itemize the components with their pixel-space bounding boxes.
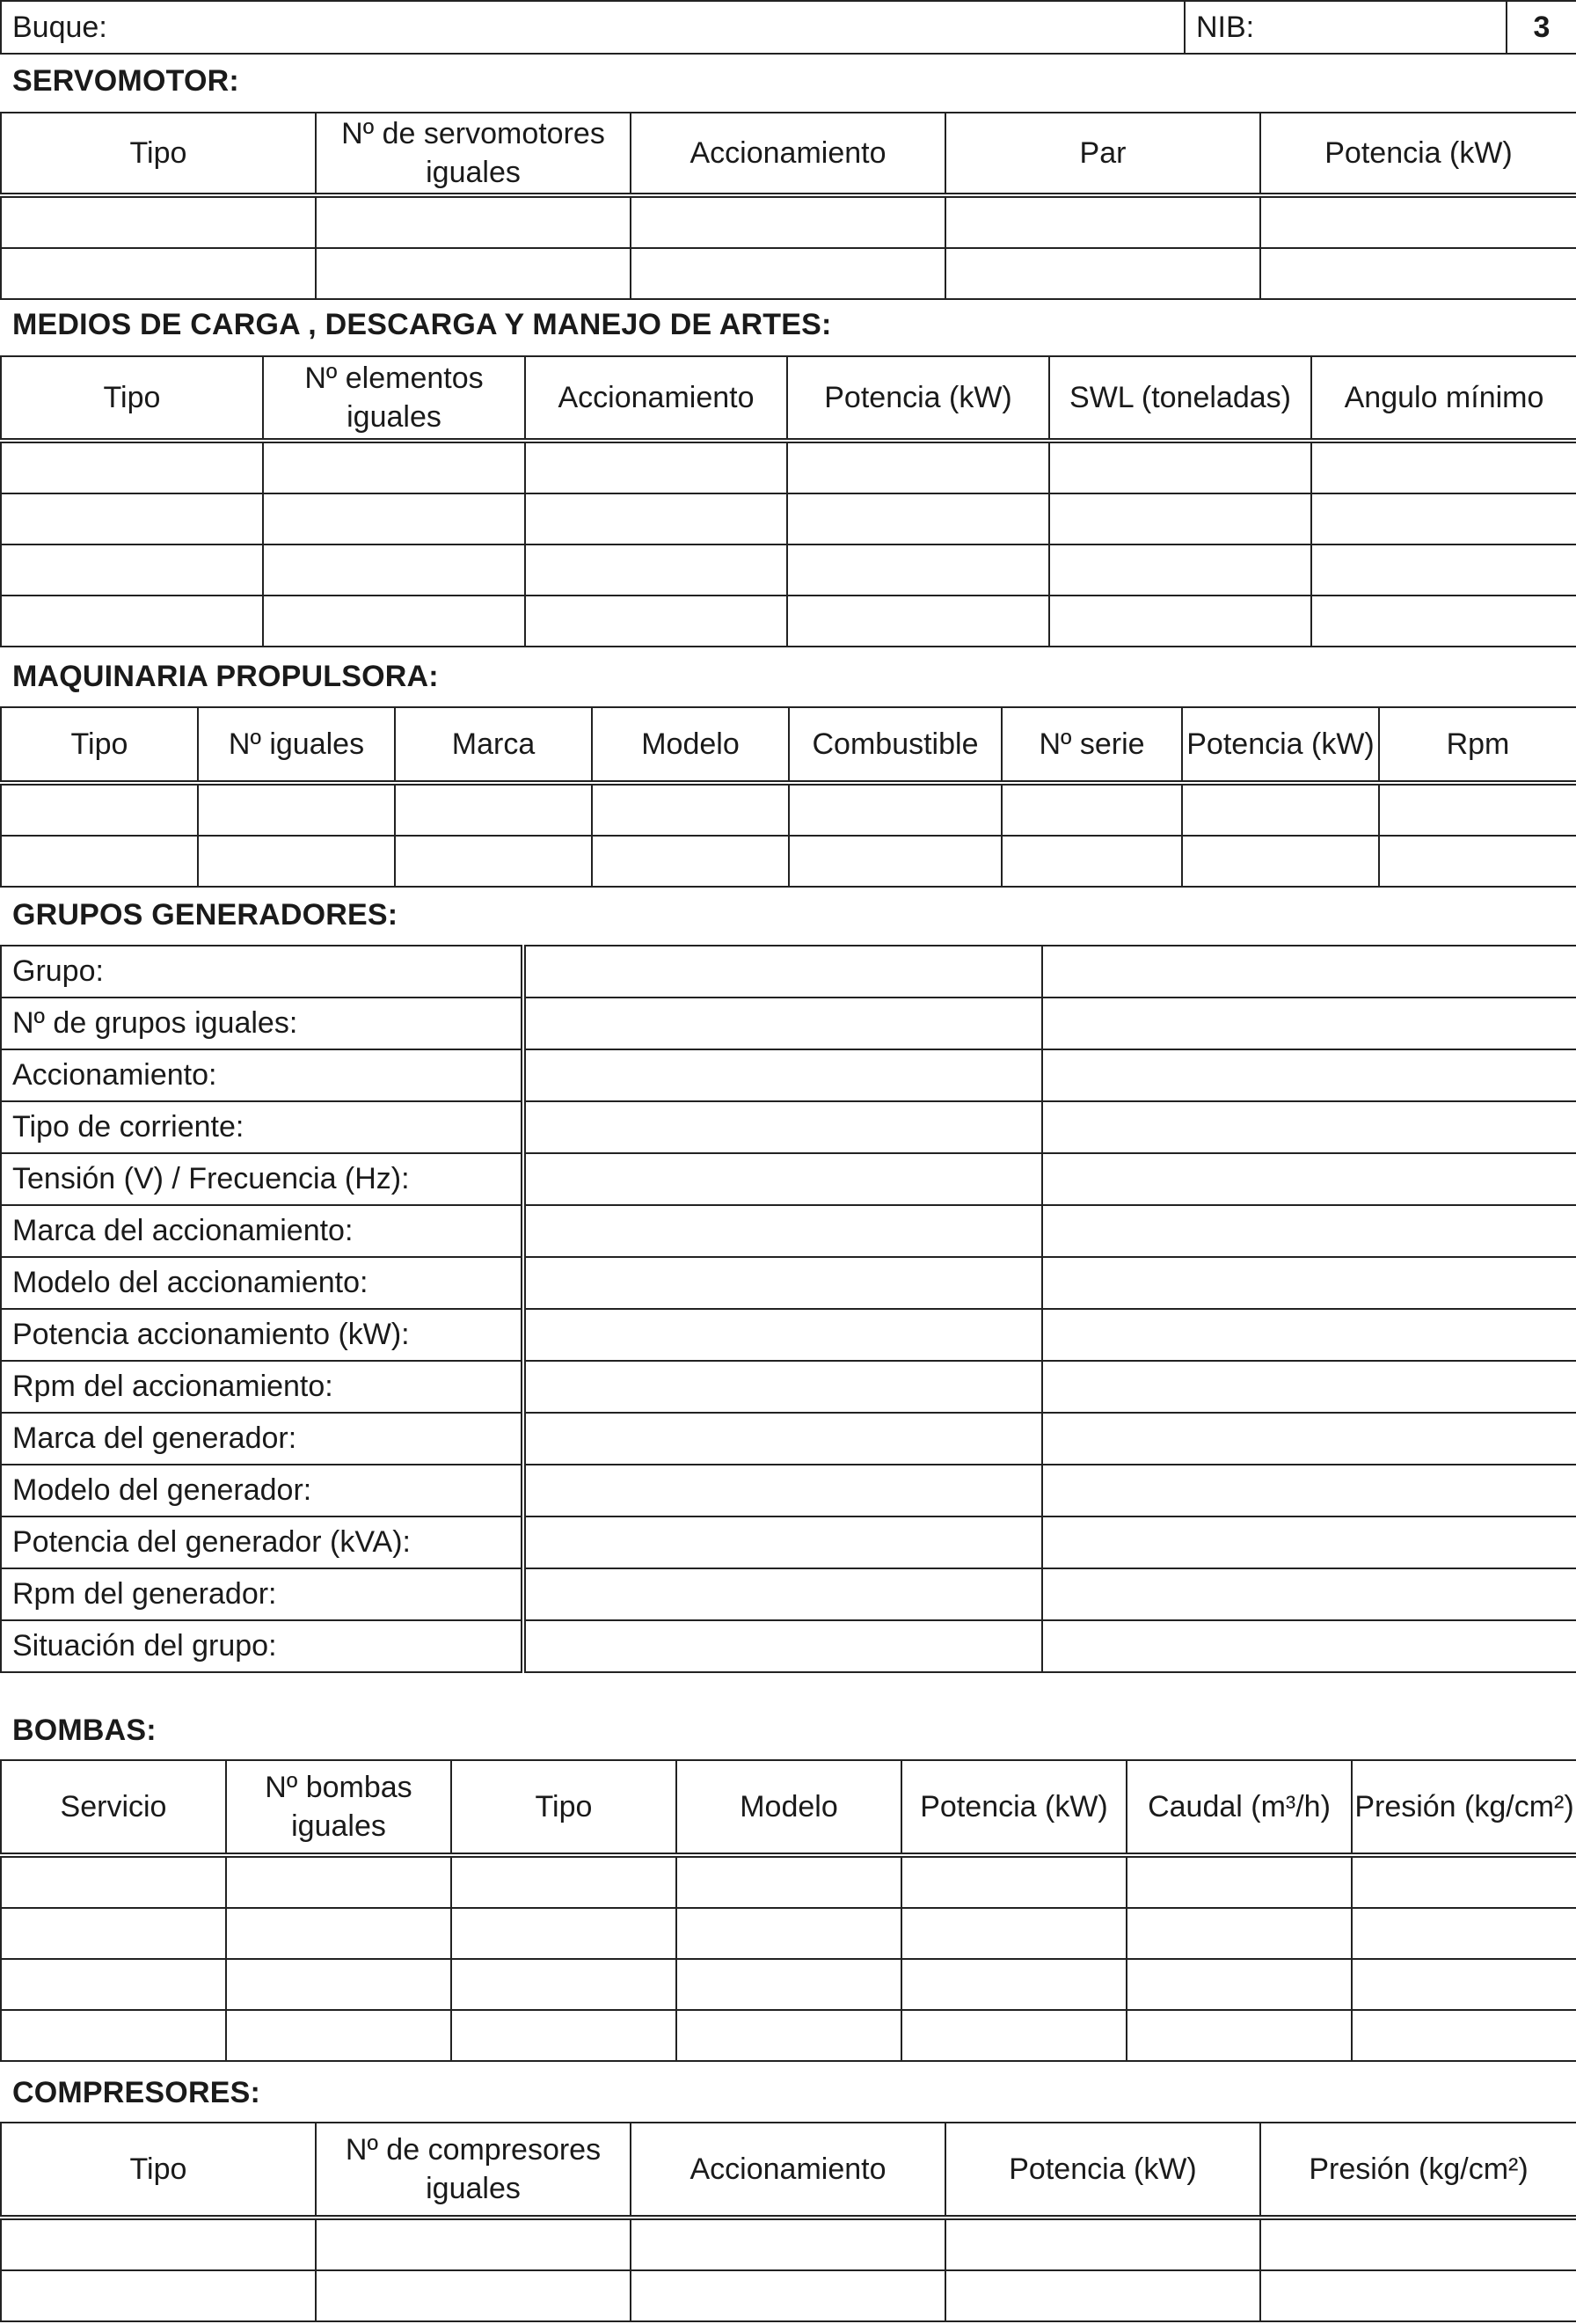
section-title-compresores: COMPRESORES: (12, 2076, 260, 2109)
table-row (1, 836, 1576, 887)
servomotor-table (0, 112, 1576, 300)
table-cell[interactable] (1127, 1959, 1352, 2010)
grupo-value-cell[interactable] (1042, 1153, 1576, 1205)
table-cell[interactable] (1, 1959, 226, 2010)
column-header: Combustible (789, 707, 1002, 783)
grupo-row (1, 1413, 1576, 1465)
section-title-bombas: BOMBAS: (12, 1714, 157, 1747)
table-cell[interactable] (676, 2010, 901, 2061)
column-header: Accionamiento (631, 113, 945, 195)
table-cell[interactable] (316, 248, 631, 299)
table-cell[interactable] (451, 1959, 676, 2010)
table-cell[interactable] (1352, 1855, 1576, 1908)
table-cell[interactable] (263, 596, 525, 647)
column-header: Nº bombas iguales (226, 1760, 451, 1855)
table-row (1, 1959, 1576, 2010)
table-cell[interactable] (1311, 441, 1576, 493)
page-number: 3 (1507, 1, 1576, 54)
grupo-row (1, 1205, 1576, 1257)
table-row (1, 441, 1576, 493)
table-cell[interactable] (1049, 544, 1311, 596)
grupo-value-cell[interactable] (523, 1049, 1042, 1101)
table-cell[interactable] (263, 441, 525, 493)
column-header: Servicio (1, 1760, 226, 1855)
table-cell[interactable] (1260, 2270, 1576, 2321)
table-cell[interactable] (787, 544, 1049, 596)
grupo-value-cell[interactable] (1042, 1568, 1576, 1620)
column-header: Nº serie (1002, 707, 1182, 783)
table-cell[interactable] (787, 493, 1049, 544)
table-cell[interactable] (395, 836, 592, 887)
table-cell[interactable] (1049, 441, 1311, 493)
grupo-row (1, 1153, 1576, 1205)
grupo-row-label: Potencia del generador (kVA): (1, 1516, 523, 1568)
grupo-row (1, 946, 1576, 998)
grupo-row (1, 1101, 1576, 1153)
table-cell[interactable] (198, 836, 395, 887)
maquinaria-table (0, 706, 1576, 888)
grupo-row (1, 1516, 1576, 1568)
grupo-value-cell[interactable] (523, 1568, 1042, 1620)
table-row (1, 1908, 1576, 1959)
table-cell[interactable] (1002, 783, 1182, 836)
table-row (1, 596, 1576, 647)
grupo-row (1, 1361, 1576, 1413)
table-row (1, 195, 1576, 248)
grupo-value-cell[interactable] (1042, 1049, 1576, 1101)
grupo-row-label: Grupo: (1, 946, 523, 998)
table-cell[interactable] (901, 1855, 1127, 1908)
table-cell[interactable] (263, 493, 525, 544)
grupo-value-cell[interactable] (523, 1361, 1042, 1413)
table-cell[interactable] (451, 2010, 676, 2061)
section-title-grupos: GRUPOS GENERADORES: (12, 898, 398, 932)
table-cell[interactable] (1260, 195, 1576, 248)
column-header: Modelo (676, 1760, 901, 1855)
column-header: Potencia (kW) (901, 1760, 1127, 1855)
grupo-value-cell[interactable] (523, 1257, 1042, 1309)
table-cell[interactable] (1049, 493, 1311, 544)
grupo-value-cell[interactable] (1042, 1465, 1576, 1516)
column-header: Potencia (kW) (1182, 707, 1379, 783)
table-cell[interactable] (451, 1908, 676, 1959)
grupo-value-cell[interactable] (1042, 1413, 1576, 1465)
grupo-value-cell[interactable] (523, 998, 1042, 1049)
column-header: Presión (kg/cm²) (1352, 1760, 1576, 1855)
table-cell[interactable] (592, 836, 789, 887)
table-cell[interactable] (316, 195, 631, 248)
table-cell[interactable] (631, 195, 945, 248)
grupo-value-cell[interactable] (523, 1153, 1042, 1205)
table-cell[interactable] (1, 248, 316, 299)
column-header: Tipo (451, 1760, 676, 1855)
table-cell[interactable] (1049, 596, 1311, 647)
grupo-value-cell[interactable] (1042, 1309, 1576, 1361)
table-cell[interactable] (1311, 596, 1576, 647)
table-cell[interactable] (525, 493, 787, 544)
table-cell[interactable] (1352, 2010, 1576, 2061)
column-header: Nº iguales (198, 707, 395, 783)
table-cell[interactable] (1352, 1959, 1576, 2010)
table-cell[interactable] (525, 544, 787, 596)
column-header: Tipo (1, 707, 198, 783)
grupo-value-cell[interactable] (523, 1620, 1042, 1672)
table-cell[interactable] (1, 493, 263, 544)
table-cell[interactable] (787, 441, 1049, 493)
table-cell[interactable] (1, 836, 198, 887)
table-cell[interactable] (226, 1959, 451, 2010)
table-cell[interactable] (1311, 544, 1576, 596)
table-cell[interactable] (676, 1959, 901, 2010)
buque-field[interactable] (1, 1, 1185, 54)
table-cell[interactable] (1, 441, 263, 493)
grupo-row-label: Modelo del accionamiento: (1, 1257, 523, 1309)
column-header: Potencia (kW) (1260, 113, 1576, 195)
grupos-table (0, 945, 1576, 1673)
section-title-servomotor: SERVOMOTOR: (12, 64, 239, 98)
table-cell[interactable] (1127, 1855, 1352, 1908)
table-cell[interactable] (226, 1908, 451, 1959)
table-cell[interactable] (1260, 248, 1576, 299)
column-header: Potencia (kW) (945, 2123, 1260, 2218)
table-cell[interactable] (263, 544, 525, 596)
grupo-value-cell[interactable] (523, 1205, 1042, 1257)
table-cell[interactable] (1002, 836, 1182, 887)
table-cell[interactable] (676, 1855, 901, 1908)
table-cell[interactable] (316, 2270, 631, 2321)
table-cell[interactable] (945, 248, 1260, 299)
grupo-value-cell[interactable] (523, 1309, 1042, 1361)
nib-field[interactable] (1185, 1, 1507, 54)
table-cell[interactable] (1, 783, 198, 836)
column-header: Par (945, 113, 1260, 195)
column-header: Nº elementos iguales (263, 356, 525, 441)
grupo-row (1, 1257, 1576, 1309)
column-header: Modelo (592, 707, 789, 783)
column-header: Accionamiento (525, 356, 787, 441)
section-title-maquinaria: MAQUINARIA PROPULSORA: (12, 660, 439, 693)
grupo-row (1, 1568, 1576, 1620)
grupo-row (1, 998, 1576, 1049)
grupo-value-cell[interactable] (1042, 1101, 1576, 1153)
table-cell[interactable] (1127, 2010, 1352, 2061)
grupo-row-label: Rpm del accionamiento: (1, 1361, 523, 1413)
table-cell[interactable] (1, 1855, 226, 1908)
table-cell[interactable] (901, 2010, 1127, 2061)
table-cell[interactable] (226, 2010, 451, 2061)
grupo-value-cell[interactable] (523, 1516, 1042, 1568)
table-cell[interactable] (787, 596, 1049, 647)
table-cell[interactable] (1, 2010, 226, 2061)
bombas-table (0, 1759, 1576, 2062)
table-row (1, 2218, 1576, 2270)
grupo-row-label: Situación del grupo: (1, 1620, 523, 1672)
table-cell[interactable] (226, 1855, 451, 1908)
column-header: Presión (kg/cm²) (1260, 2123, 1576, 2218)
table-cell[interactable] (1311, 493, 1576, 544)
column-header: Tipo (1, 356, 263, 441)
grupo-value-cell[interactable] (1042, 1620, 1576, 1672)
table-cell[interactable] (631, 2270, 945, 2321)
table-cell[interactable] (525, 596, 787, 647)
grupo-value-cell[interactable] (523, 946, 1042, 998)
grupo-value-cell[interactable] (523, 1413, 1042, 1465)
grupo-row (1, 1620, 1576, 1672)
column-header: Marca (395, 707, 592, 783)
grupo-row-label: Tipo de corriente: (1, 1101, 523, 1153)
column-header: Tipo (1, 113, 316, 195)
grupo-row-label: Marca del generador: (1, 1413, 523, 1465)
table-cell[interactable] (1, 1908, 226, 1959)
grupo-row (1, 1049, 1576, 1101)
column-header: Potencia (kW) (787, 356, 1049, 441)
table-cell[interactable] (1260, 2218, 1576, 2270)
table-row (1, 2270, 1576, 2321)
grupo-value-cell[interactable] (1042, 1361, 1576, 1413)
header-table (0, 0, 1576, 55)
table-cell[interactable] (395, 783, 592, 836)
table-cell[interactable] (1, 2270, 316, 2321)
grupo-row-label: Modelo del generador: (1, 1465, 523, 1516)
grupo-value-cell[interactable] (523, 1465, 1042, 1516)
grupo-value-cell[interactable] (1042, 1205, 1576, 1257)
table-cell[interactable] (945, 195, 1260, 248)
column-header: Angulo mínimo (1311, 356, 1576, 441)
table-cell[interactable] (631, 2218, 945, 2270)
column-header: Rpm (1379, 707, 1576, 783)
grupo-row-label: Nº de grupos iguales: (1, 998, 523, 1049)
buque-label: Buque: (12, 10, 107, 44)
grupo-row-label: Marca del accionamiento: (1, 1205, 523, 1257)
column-header: Caudal (m³/h) (1127, 1760, 1352, 1855)
table-row (1, 248, 1576, 299)
table-row (1, 544, 1576, 596)
grupo-row (1, 1465, 1576, 1516)
table-cell[interactable] (901, 1959, 1127, 2010)
table-cell[interactable] (1, 596, 263, 647)
table-cell[interactable] (1, 2218, 316, 2270)
grupo-value-cell[interactable] (1042, 998, 1576, 1049)
table-cell[interactable] (789, 783, 1002, 836)
grupo-row (1, 1309, 1576, 1361)
table-cell[interactable] (1, 195, 316, 248)
grupo-row-label: Potencia accionamiento (kW): (1, 1309, 523, 1361)
table-cell[interactable] (945, 2270, 1260, 2321)
table-cell[interactable] (1, 544, 263, 596)
grupo-value-cell[interactable] (1042, 1257, 1576, 1309)
table-cell[interactable] (1379, 783, 1576, 836)
table-cell[interactable] (1352, 1908, 1576, 1959)
table-cell[interactable] (676, 1908, 901, 1959)
table-cell[interactable] (316, 2218, 631, 2270)
table-cell[interactable] (631, 248, 945, 299)
table-cell[interactable] (198, 783, 395, 836)
section-title-medios-carga: MEDIOS DE CARGA , DESCARGA Y MANEJO DE ARTES: (12, 308, 832, 341)
grupo-value-cell[interactable] (523, 1101, 1042, 1153)
grupo-row-label: Tensión (V) / Frecuencia (Hz): (1, 1153, 523, 1205)
table-cell[interactable] (1379, 836, 1576, 887)
column-header: Accionamiento (631, 2123, 945, 2218)
table-row (1, 1855, 1576, 1908)
table-row (1, 493, 1576, 544)
column-header: Tipo (1, 2123, 316, 2218)
table-row (1, 2010, 1576, 2061)
nib-label: NIB: (1196, 10, 1255, 44)
table-cell[interactable] (789, 836, 1002, 887)
column-header: SWL (toneladas) (1049, 356, 1311, 441)
grupo-row-label: Rpm del generador: (1, 1568, 523, 1620)
table-cell[interactable] (945, 2218, 1260, 2270)
column-header: Nº de servomotores iguales (316, 113, 631, 195)
column-header: Nº de compresores iguales (316, 2123, 631, 2218)
table-cell[interactable] (451, 1855, 676, 1908)
grupo-value-cell[interactable] (1042, 946, 1576, 998)
medios-carga-table (0, 355, 1576, 647)
table-cell[interactable] (1127, 1908, 1352, 1959)
table-cell[interactable] (1182, 783, 1379, 836)
table-cell[interactable] (592, 783, 789, 836)
grupo-row-label: Accionamiento: (1, 1049, 523, 1101)
table-cell[interactable] (901, 1908, 1127, 1959)
table-row (1, 783, 1576, 836)
compresores-table (0, 2122, 1576, 2322)
table-cell[interactable] (525, 441, 787, 493)
grupo-value-cell[interactable] (1042, 1516, 1576, 1568)
table-cell[interactable] (1182, 836, 1379, 887)
